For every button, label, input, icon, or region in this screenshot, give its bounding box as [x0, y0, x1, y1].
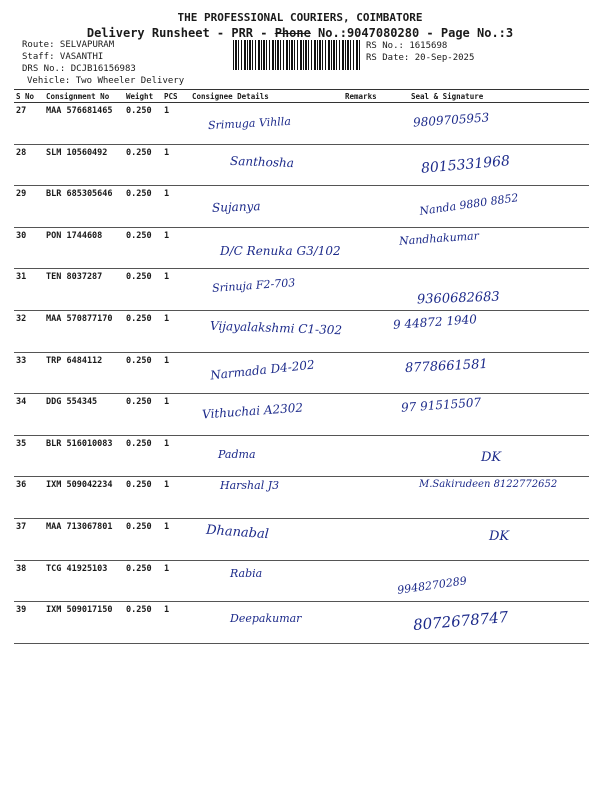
cell-sno: 27: [14, 103, 44, 145]
table-row: [14, 352, 589, 394]
cell-weight: 0.250: [124, 560, 162, 602]
table-row: [14, 435, 589, 477]
cell-pcs: 1: [162, 103, 190, 145]
cell-pcs: 1: [162, 310, 190, 352]
table-header: [14, 90, 589, 103]
table-row: [14, 186, 589, 228]
table-row: [14, 560, 589, 602]
drs-number: DRS No.: DCJB16156983: [22, 64, 136, 74]
cell-consignment: BLR 685305646: [44, 186, 124, 228]
vehicle: Vehicle: Two Wheeler Delivery: [27, 76, 185, 86]
cell-consignee: [190, 560, 343, 602]
cell-sno: 34: [14, 394, 44, 436]
cell-sno: 32: [14, 310, 44, 352]
cell-consignee: [190, 103, 343, 145]
cell-consignment: MAA 576681465: [44, 103, 124, 145]
cell-remarks: [343, 269, 391, 311]
signature-handwriting: Nanda 9880 8852: [418, 191, 520, 219]
cell-consignee: [190, 352, 343, 394]
cell-consignee: [190, 186, 343, 228]
cell-sno: 35: [14, 435, 44, 477]
consignee-handwriting: Vijayalakshmi C1-302: [209, 318, 343, 338]
signature-handwriting: 9948270289: [396, 573, 468, 597]
table-row: [14, 602, 589, 644]
cell-remarks: [343, 435, 391, 477]
col-weight: Weight: [124, 90, 162, 103]
cell-consignee: [190, 310, 343, 352]
cell-weight: 0.250: [124, 435, 162, 477]
cell-consignment: DDG 554345: [44, 394, 124, 436]
cell-consignment: PON 1744608: [44, 227, 124, 269]
cell-pcs: 1: [162, 144, 190, 186]
cell-consignee: [190, 518, 343, 560]
table-row: [14, 144, 589, 186]
cell-consignee: [190, 394, 343, 436]
signature-handwriting: 8015331968: [420, 152, 511, 177]
table-row: [14, 269, 589, 311]
runsheet-table: [14, 89, 589, 644]
cell-weight: 0.250: [124, 186, 162, 228]
consignee-handwriting: Narmada D4-202: [209, 357, 316, 383]
cell-weight: 0.250: [124, 227, 162, 269]
cell-signature: [391, 352, 589, 394]
cell-signature: [391, 518, 589, 560]
company-title: THE PROFESSIONAL COURIERS, COIMBATORE: [177, 11, 423, 24]
cell-remarks: [343, 310, 391, 352]
col-signature: Seal & Signature: [391, 90, 589, 103]
cell-consignment: MAA 570877170: [44, 310, 124, 352]
cell-signature: [391, 435, 589, 477]
cell-signature: [391, 227, 589, 269]
rs-number: RS No.: 1615698: [366, 41, 448, 51]
cell-signature: [391, 560, 589, 602]
cell-remarks: [343, 602, 391, 644]
col-consignee: Consignee Details: [190, 90, 343, 103]
cell-signature: [391, 602, 589, 644]
table-row: [14, 103, 589, 145]
cell-signature: [391, 144, 589, 186]
signature-handwriting: DK: [481, 449, 502, 465]
phone-word: Phone: [274, 26, 311, 40]
cell-consignee: [190, 477, 343, 519]
consignee-handwriting: Srimuga Vihlla: [207, 114, 292, 133]
cell-sno: 36: [14, 477, 44, 519]
signature-handwriting: 9 44872 1940: [392, 312, 478, 332]
route: Route: SELVAPURAM: [22, 40, 115, 50]
cell-remarks: [343, 560, 391, 602]
cell-pcs: 1: [162, 560, 190, 602]
cell-consignee: [190, 144, 343, 186]
cell-pcs: 1: [162, 269, 190, 311]
cell-weight: 0.250: [124, 310, 162, 352]
col-consignment: Consignment No: [44, 90, 124, 103]
signature-handwriting: 97 91515507: [400, 395, 482, 415]
cell-weight: 0.250: [124, 269, 162, 311]
table-row: [14, 227, 589, 269]
table-row: [14, 518, 589, 560]
cell-pcs: 1: [162, 352, 190, 394]
cell-sno: 29: [14, 186, 44, 228]
consignee-handwriting: Srinuja F2-703: [211, 276, 296, 296]
runsheet-title: [0, 26, 600, 40]
signature-handwriting: 8778661581: [404, 356, 489, 376]
cell-remarks: [343, 227, 391, 269]
barcode: [233, 40, 360, 70]
signature-handwriting: 9360682683: [416, 289, 500, 308]
cell-remarks: [343, 144, 391, 186]
cell-weight: 0.250: [124, 103, 162, 145]
consignee-handwriting: Vithuchai A2302: [201, 400, 304, 422]
cell-consignment: TEN 8037287: [44, 269, 124, 311]
staff: Staff: VASANTHI: [22, 52, 104, 62]
cell-sno: 33: [14, 352, 44, 394]
cell-consignment: BLR 516010083: [44, 435, 124, 477]
table-row: [14, 477, 589, 519]
cell-weight: 0.250: [124, 144, 162, 186]
cell-consignment: TCG 41925103: [44, 560, 124, 602]
runsheet-prefix: Delivery Runsheet - PRR -: [86, 26, 275, 40]
rs-date: RS Date: 20-Sep-2025: [366, 53, 475, 63]
cell-weight: 0.250: [124, 602, 162, 644]
cell-consignment: TRP 6484112: [44, 352, 124, 394]
cell-remarks: [343, 352, 391, 394]
cell-signature: [391, 103, 589, 145]
signature-handwriting: M.Sakirudeen 8122772652: [419, 479, 558, 491]
cell-sno: 30: [14, 227, 44, 269]
cell-consignment: SLM 10560492: [44, 144, 124, 186]
consignee-handwriting: Santhosha: [229, 153, 295, 170]
cell-remarks: [343, 518, 391, 560]
consignee-handwriting: Padma: [218, 447, 256, 461]
table-row: [14, 310, 589, 352]
cell-weight: 0.250: [124, 394, 162, 436]
consignee-handwriting: D/C Renuka G3/102: [220, 243, 341, 258]
cell-consignee: [190, 602, 343, 644]
cell-sno: 39: [14, 602, 44, 644]
cell-signature: [391, 394, 589, 436]
consignee-handwriting: Sujanya: [211, 199, 261, 216]
table-row: [14, 394, 589, 436]
cell-pcs: 1: [162, 477, 190, 519]
cell-signature: [391, 310, 589, 352]
col-remarks: Remarks: [343, 90, 391, 103]
signature-handwriting: 8072678747: [412, 608, 510, 635]
consignee-handwriting: Deepakumar: [230, 612, 302, 626]
cell-weight: 0.250: [124, 352, 162, 394]
col-sno: S No: [14, 90, 44, 103]
cell-pcs: 1: [162, 186, 190, 228]
signature-handwriting: Nandhakumar: [398, 229, 480, 248]
cell-consignment: IXM 509017150: [44, 602, 124, 644]
cell-consignee: [190, 435, 343, 477]
cell-signature: [391, 269, 589, 311]
cell-remarks: [343, 103, 391, 145]
signature-handwriting: 9809705953: [412, 110, 490, 130]
cell-remarks: [343, 186, 391, 228]
cell-pcs: 1: [162, 518, 190, 560]
cell-sno: 31: [14, 269, 44, 311]
cell-sno: 28: [14, 144, 44, 186]
phone-page: No.:9047080280 - Page No.:3: [310, 26, 514, 40]
cell-consignment: MAA 713067801: [44, 518, 124, 560]
cell-consignee: [190, 227, 343, 269]
cell-signature: [391, 186, 589, 228]
cell-pcs: 1: [162, 394, 190, 436]
cell-sno: 38: [14, 560, 44, 602]
col-pcs: PCS: [162, 90, 190, 103]
cell-remarks: [343, 477, 391, 519]
cell-consignment: IXM 509042234: [44, 477, 124, 519]
cell-weight: 0.250: [124, 518, 162, 560]
cell-remarks: [343, 394, 391, 436]
cell-weight: 0.250: [124, 477, 162, 519]
cell-sno: 37: [14, 518, 44, 560]
cell-pcs: 1: [162, 602, 190, 644]
signature-handwriting: DK: [489, 528, 510, 544]
cell-pcs: 1: [162, 435, 190, 477]
consignee-handwriting: Rabia: [230, 566, 263, 580]
cell-pcs: 1: [162, 227, 190, 269]
cell-consignee: [190, 269, 343, 311]
consignee-handwriting: Dhanabal: [205, 522, 270, 543]
cell-signature: [391, 477, 589, 519]
consignee-handwriting: Harshal J3: [220, 479, 280, 493]
